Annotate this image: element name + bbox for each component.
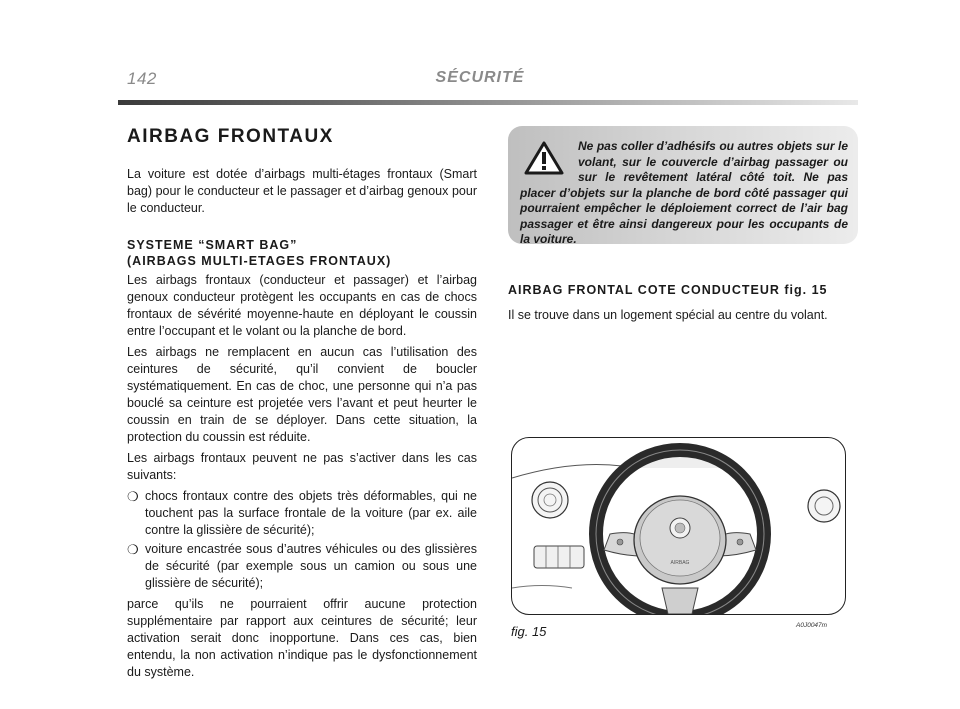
paragraph-2: Les airbags ne remplacent en aucun cas l’utilisation des ceintures de sécurité, qu’il convient de boucler systématiquement. En cas de choc, une personne qui n’a pas bouclé sa ceinture est projetée vers l’avant et peut heurter le coussin en train de se déployer. Dans cette situation, la protection du coussin est réduite. — [127, 345, 477, 444]
list-item — [127, 541, 477, 592]
steering-wheel-airbag-illustration — [512, 438, 846, 615]
subheading-line-1: SYSTEME “SMART BAG” — [127, 238, 298, 252]
paragraph-3: Les airbags frontaux peuvent ne pas s’activer dans les cas suivants: — [127, 451, 477, 482]
page-title: AIRBAG FRONTAUX — [127, 126, 334, 147]
paragraph-1: Les airbags frontaux (conducteur et passager) et l’airbag genoux conducteur protègent les occupants en cas de chocs frontaux de sévérité moyenne-haute en déployant le coussin entre l’occupant et le volant ou la planche de bord. — [127, 273, 477, 338]
list-item-text: chocs frontaux contre des objets très déformables, qui ne touchent pas la surface frontale de la voiture (par ex. aile contre la glissière de sécurité); — [145, 489, 477, 537]
bullet-circle-icon: ❍ — [127, 542, 139, 557]
right-heading: AIRBAG FRONTAL COTE CONDUCTEUR fig. 15 — [508, 283, 828, 297]
left-column — [127, 126, 477, 685]
list-item-text: voiture encastrée sous d’autres véhicules ou des glissières de sécurité (par exemple sous un camion ou sous une glissière de sécurité); — [145, 542, 477, 590]
subheading-line-2: (AIRBAGS MULTI-ETAGES FRONTAUX) — [127, 254, 392, 268]
paragraph-4: parce qu’ils ne pourraient offrir aucune protection supplémentaire par rapport aux ceintures de sécurité; leur activation serait donc inopportune. Dans ces cas, bien entendu, la non activation n’indique pas le dysfonctionnement du système. — [127, 597, 477, 679]
bullet-list — [127, 488, 477, 592]
figure-code: A0J0047m — [796, 622, 828, 629]
figure-frame — [511, 437, 846, 615]
list-item — [127, 488, 477, 539]
warning-text: Ne pas coller d’adhésifs ou autres objets sur le volant, sur le couvercle d’airbag passager ou sur le revêtement latéral côté toit. Ne pas placer d’objets sur la planche de bord côté passager qui pourraient empêcher le déploiement correct de l’air bag passager et être ainsi dangereux pour les occupants de la voiture. — [520, 139, 848, 246]
airbag-label: AIRBAG — [670, 560, 690, 566]
right-body: Il se trouve dans un logement spécial au centre du volant. — [508, 308, 828, 322]
subheading — [127, 237, 477, 269]
right-column — [508, 126, 858, 328]
header-rule — [118, 100, 858, 105]
page-number: 142 — [127, 69, 157, 88]
figure-caption: fig. 15 — [511, 624, 547, 639]
bullet-circle-icon: ❍ — [127, 489, 139, 504]
intro-paragraph: La voiture est dotée d’airbags multi-étages frontaux (Smart bag) pour le conducteur et le passager et d’airbag genoux pour le conducteur. — [127, 167, 477, 215]
warning-triangle-icon — [524, 141, 564, 175]
warning-box — [508, 126, 858, 244]
section-header: SÉCURITÉ — [435, 69, 525, 86]
